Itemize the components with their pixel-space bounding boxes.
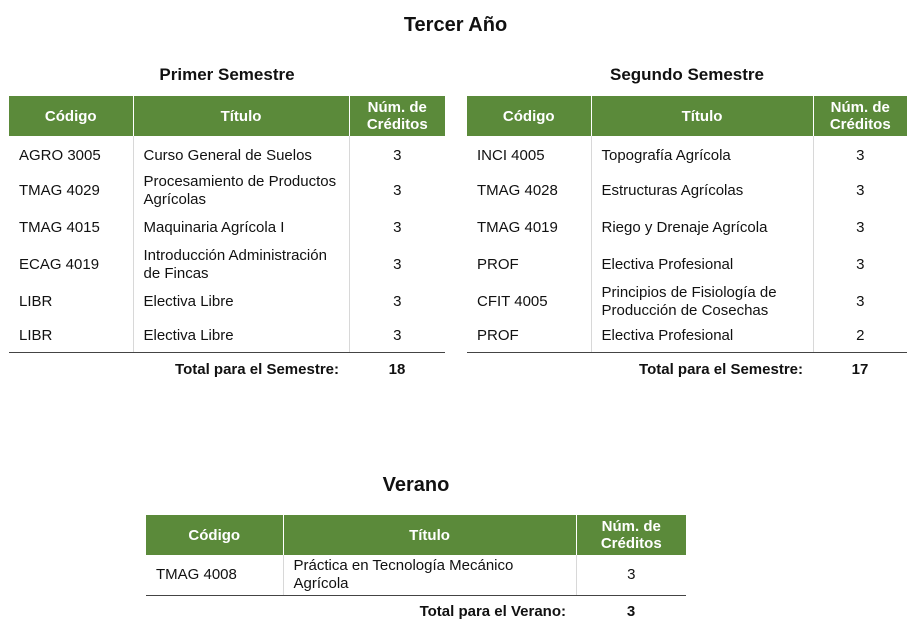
course-title: Curso General de Suelos — [133, 136, 349, 172]
table-row — [9, 320, 445, 353]
course-credits: 3 — [813, 246, 907, 283]
first-semester-table — [9, 96, 445, 387]
total-label: Total para el Verano: — [419, 603, 566, 620]
course-title: Topografía Agrícola — [591, 136, 813, 172]
course-title: Riego y Drenaje Agrícola — [591, 209, 813, 246]
course-credits: 2 — [813, 320, 907, 353]
total-row — [9, 353, 445, 388]
total-value: 3 — [626, 603, 636, 620]
table-row — [467, 283, 907, 320]
header-credits: Núm. de Créditos — [813, 96, 907, 136]
total-row — [146, 596, 686, 629]
course-title: Electiva Profesional — [591, 320, 813, 353]
course-credits: 3 — [349, 172, 445, 209]
course-code: TMAG 4028 — [477, 181, 558, 199]
course-code: INCI 4005 — [477, 147, 545, 164]
header-title: Título — [133, 96, 349, 136]
header-title: Título — [283, 515, 576, 555]
header-title: Título — [591, 96, 813, 136]
summer-table — [146, 515, 686, 628]
course-credits: 3 — [349, 136, 445, 172]
table-row — [9, 246, 445, 283]
course-title: Electiva Libre — [133, 320, 349, 353]
table-row — [146, 555, 686, 596]
table-header-row — [467, 96, 907, 136]
course-title: Procesamiento de Productos Agrícolas — [133, 172, 349, 209]
table-row — [467, 320, 907, 353]
course-title: Introducción Administración de Fincas — [133, 246, 349, 283]
course-code: ECAG 4019 — [19, 255, 100, 273]
table-row — [9, 209, 445, 246]
second-semester-table — [467, 96, 907, 387]
course-code: TMAG 4008 — [146, 555, 283, 596]
course-title: Práctica en Tecnología Mecánico Agrícola — [283, 555, 576, 596]
first-semester-heading: Primer Semestre — [159, 65, 295, 84]
course-code: TMAG 4015 — [19, 218, 100, 236]
summer-heading: Verano — [382, 474, 450, 496]
table-row — [9, 136, 445, 172]
header-credits: Núm. de Créditos — [576, 515, 686, 555]
course-title: Estructuras Agrícolas — [591, 172, 813, 209]
table-row — [9, 172, 445, 209]
table-row — [467, 209, 907, 246]
total-value: 17 — [851, 361, 869, 378]
course-credits: 3 — [349, 283, 445, 320]
second-semester-heading: Segundo Semestre — [610, 65, 764, 84]
course-credits: 3 — [813, 209, 907, 246]
course-title: Electiva Libre — [133, 283, 349, 320]
header-code: Código — [146, 515, 283, 555]
table-row — [9, 283, 445, 320]
course-credits: 3 — [813, 136, 907, 172]
course-code: LIBR — [19, 292, 53, 310]
course-code: PROF — [467, 320, 591, 353]
course-code: LIBR — [9, 320, 133, 353]
course-title: Principios de Fisiología de Producción de Cosechas — [591, 283, 813, 320]
header-credits: Núm. de Créditos — [349, 96, 445, 136]
course-credits: 3 — [813, 283, 907, 320]
course-credits: 3 — [349, 320, 445, 353]
header-code: Código — [467, 96, 591, 136]
table-header-row — [9, 96, 445, 136]
course-credits: 3 — [349, 209, 445, 246]
total-value: 18 — [388, 361, 406, 378]
table-header-row — [146, 515, 686, 555]
total-label: Total para el Semestre: — [175, 361, 339, 378]
course-credits: 3 — [813, 172, 907, 209]
course-code: TMAG 4019 — [477, 218, 558, 236]
course-code: TMAG 4029 — [19, 181, 100, 199]
total-row — [467, 353, 907, 388]
course-code: PROF — [477, 255, 519, 273]
header-code: Código — [9, 96, 133, 136]
total-label: Total para el Semestre: — [639, 361, 803, 378]
page-title: Tercer Año — [403, 14, 508, 36]
course-credits: 3 — [349, 246, 445, 283]
course-credits: 3 — [576, 555, 686, 596]
course-title: Electiva Profesional — [591, 246, 813, 283]
course-code: CFIT 4005 — [477, 292, 548, 310]
table-row — [467, 136, 907, 172]
course-title: Maquinaria Agrícola I — [133, 209, 349, 246]
table-row — [467, 172, 907, 209]
course-code: AGRO 3005 — [19, 147, 101, 164]
table-row — [467, 246, 907, 283]
